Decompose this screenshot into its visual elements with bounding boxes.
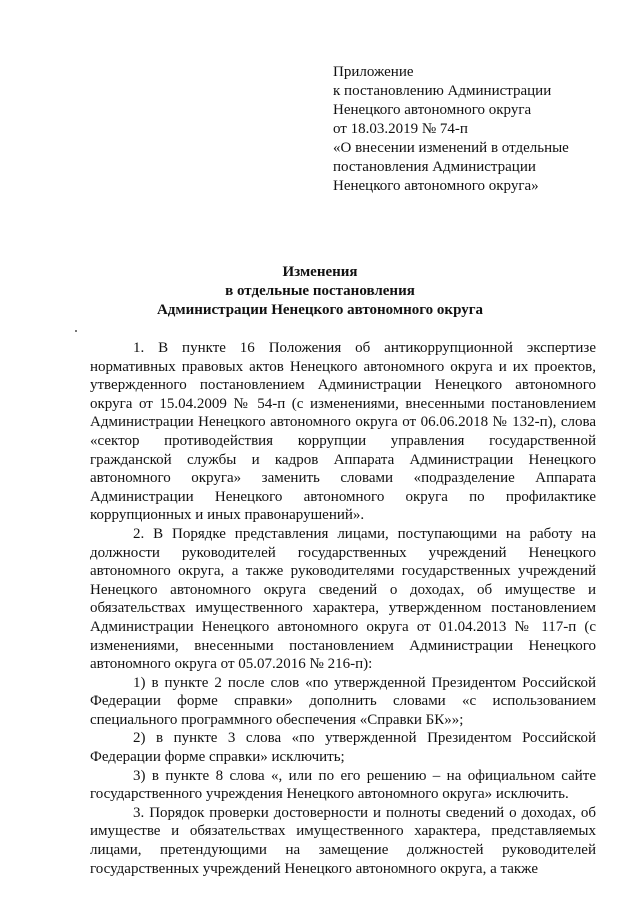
appendix-line: Приложение <box>333 64 414 80</box>
appendix-block <box>333 63 613 196</box>
appendix-line: от 18.03.2019 № 74-п <box>333 121 468 137</box>
appendix-line: постановления Администрации <box>333 159 536 175</box>
title-line: Администрации Ненецкого автономного округа <box>156 302 484 318</box>
document-body <box>90 339 596 878</box>
title-line: в отдельные постановления <box>225 283 415 299</box>
appendix-line: Ненецкого автономного округа» <box>333 178 539 194</box>
paragraph-1: 1. В пункте 16 Положения об антикоррупционной экспертизе нормативных правовых актов Ненецкого автономного округа и их проектов, утвержденного постановлением Администрации Ненецкого автономного округа от 15.04.2009 № 54-п (с изменениями, внесенными постановлением Администрации Ненецкого автономного округа от 06.06.2018 № 132-п), слова «сектор противодействия коррупции управления государственной гражданской службы и кадров Аппарата Администрации Ненецкого автономного округа» заменить словами «подразделение Аппарата Администрации Ненецкого автономного округа по профилактике коррупционных и иных правонарушений». <box>90 340 596 524</box>
appendix-line: к постановлению Администрации <box>333 83 552 99</box>
appendix-line: «О внесении изменений в отдельные <box>333 140 569 156</box>
subitem-2: 2) в пункте 3 слова «по утвержденной Президентом Российской Федерации форме справки» исключить; <box>90 730 596 766</box>
subitem-1: 1) в пункте 2 после слов «по утвержденной Президентом Российской Федерации форме справки» дополнить словами «с использованием специального программного обеспечения «Справки БК»»; <box>90 674 596 728</box>
paragraph-3: 3. Порядок проверки достоверности и полноты сведений о доходах, об имуществе и обязательствах имущественного характера, представляемых лицами, претендующими на замещение должностей руководителей государственных учреждений Ненецкого автономного округа, а также <box>90 804 596 877</box>
scan-speck <box>75 330 77 332</box>
appendix-line: Ненецкого автономного округа <box>333 102 532 118</box>
document-title <box>0 263 640 320</box>
title-line: Изменения <box>282 264 358 280</box>
paragraph-2: 2. В Порядке представления лицами, поступающими на работу на должности руководителей государственных учреждений Ненецкого автономного округа, а также руководителями государственных учреждений Ненецкого автономного округа сведений о доходах, об имуществе и обязательствах имущественного характера, утвержденном постановлением Администрации Ненецкого автономного округа от 01.04.2013 № 117-п (с изменениями, внесенными постановлением Администрации Ненецкого автономного округа от 05.07.2016 № 216-п): <box>90 525 596 673</box>
subitem-3: 3) в пункте 8 слова «, или по его решению – на официальном сайте государственного учреждения Ненецкого автономного округа» исключить. <box>90 767 596 803</box>
